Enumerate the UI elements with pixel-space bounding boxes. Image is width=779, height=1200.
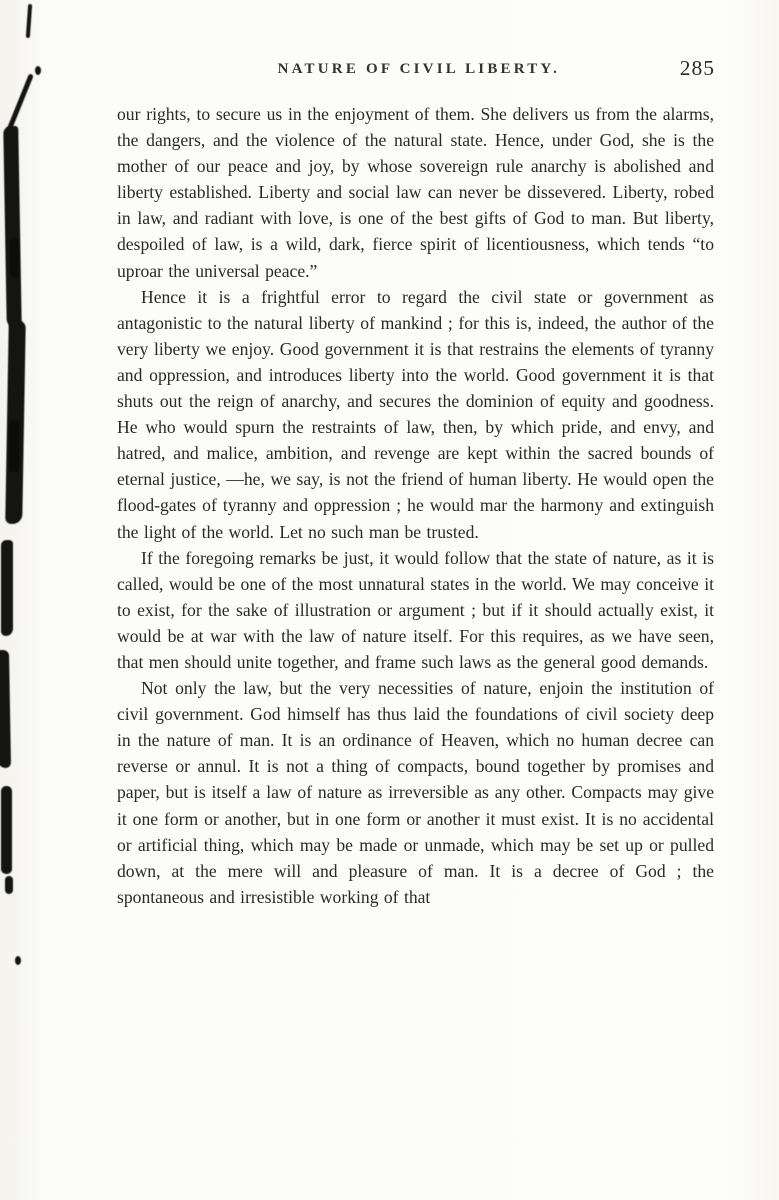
scan-artifact (10, 238, 19, 278)
scan-artifact (5, 876, 13, 894)
scan-artifact (9, 420, 19, 472)
paragraph: If the foregoing remarks be just, it would follow that the state of nature, as it is called, would be one of the most unnatural states in the world. We may conceive it to exist, for the sake of illustration or argument ; but if it should actually exist, it would be at war with the law of nature itself. For this requires, as we have seen, that men should unite together, and frame such laws as the general good demands. (117, 547, 714, 672)
scan-artifact (26, 4, 32, 38)
page-header (117, 56, 715, 86)
page-body (117, 101, 714, 910)
scan-artifact (1, 786, 12, 874)
scan-artifact (35, 66, 41, 75)
scan-artifact (0, 650, 11, 768)
paragraph: Hence it is a frightful error to regard the civil state or government as antagonistic to the natural liberty of mankind ; for this is, indeed, the author of the very liberty we enjoy. Good government it is that restrains the elements of tyranny and oppression, and introduces liberty into the world. Good government it is that shuts out the reign of anarchy, and secures the dominion of equity and goodness. He who would spurn the restraints of law, then, by which pride, and envy, and hatred, and malice, ambition, and revenge are kept within the sacred bounds of eternal justice, —he, we say, is not the friend of human liberty. He would open the flood-gates of tyranny and oppression ; he would mar the harmony and extinguish the light of the world. Let no such man be trusted. (117, 286, 714, 542)
paragraph: Not only the law, but the very necessities of nature, enjoin the institution of civil government. God himself has thus laid the foundations of civil society deep in the nature of man. It is an ordinance of Heaven, which no human decree can reverse or annul. It is not a thing of compacts, bound together by promises and paper, but is itself a law of nature as irreversible as any other. Compacts may give it one form or another, but in one form or another it must exist. It is no accidental or artificial thing, which may be made or unmade, which may be set up or pulled down, at the mere will and pleasure of man. It is a decree of God ; the spontaneous and irresistible working of that (117, 678, 714, 907)
scan-artifact (3, 126, 22, 328)
scan-artifact (1, 540, 13, 636)
scan-artifact (15, 956, 21, 965)
page-number: 285 (679, 56, 715, 80)
paragraph-continuation: our rights, to secure us in the enjoyment of them. She delivers us from the alarms, the dangers, and the violence of the natural state. Hence, under God, she is the mother of our peace and joy, by whose sovereign rule anarchy is abolished and liberty established. Liberty and social law can never be dissevered. Liberty, robed in law, and radiant with love, is one of the best gifts of God to man. But liberty, despoiled of law, is a wild, dark, fierce spirit of licentiousness, which tends “to uproar the universal peace.” (117, 104, 714, 281)
running-title: NATURE OF CIVIL LIBERTY. (277, 61, 561, 77)
